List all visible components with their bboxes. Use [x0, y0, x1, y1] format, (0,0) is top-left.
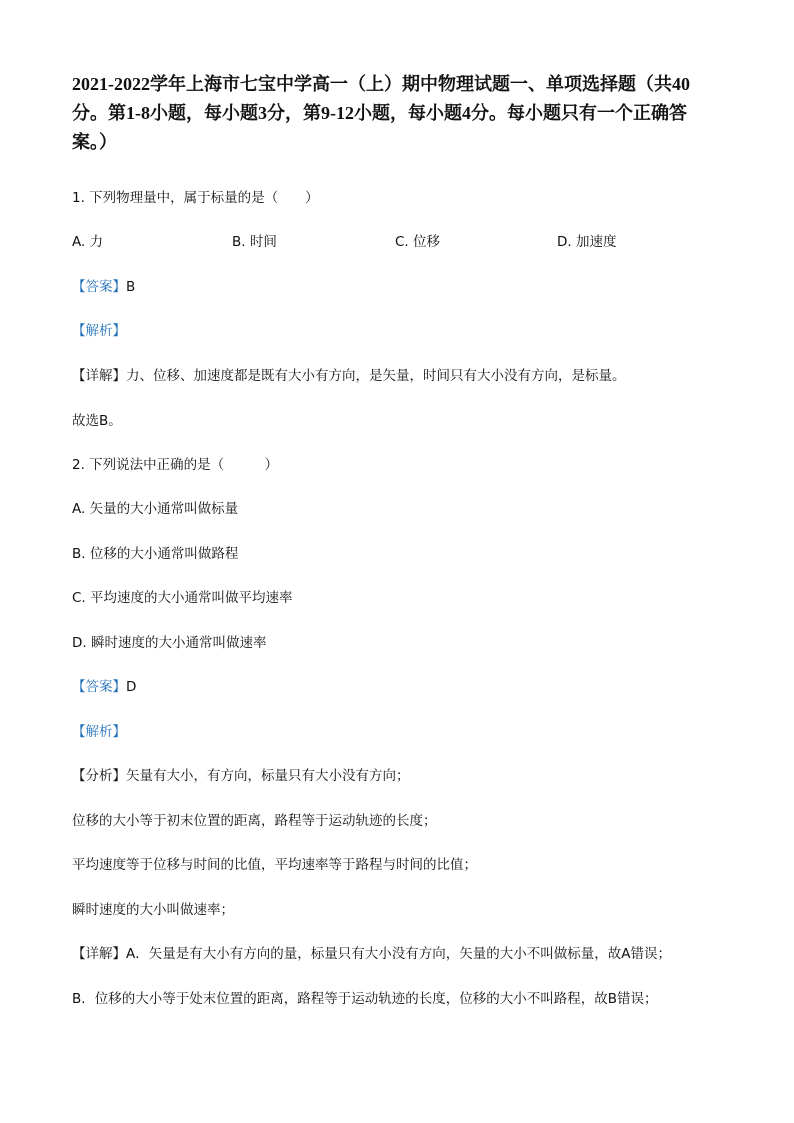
answer-value: B [126, 279, 136, 295]
question-1-option-a: A. 力 [72, 234, 104, 250]
detail-label: 详解 [85, 946, 113, 962]
detail-label: 详解 [85, 368, 113, 384]
analysis-text: 矢量有大小，有方向，标量只有大小没有方向； [126, 768, 410, 784]
question-2-detail-line-1: 【详解】A．矢量是有大小有方向的量，标量只有大小没有方向，矢量的大小不叫做标量，故A错误； [72, 946, 671, 962]
question-1-stem: 1. 下列物理量中，属于标量的是（ ） [72, 190, 319, 206]
question-1-detail: 【详解】力、位移、加速度都是既有大小有方向，是矢量，时间只有大小没有方向，是标量。 [72, 368, 626, 384]
analysis-sub-label: 分析 [85, 768, 113, 784]
question-2-analysis-line-1: 【分析】矢量有大小，有方向，标量只有大小没有方向； [72, 768, 410, 784]
question-1-answer: 【答案】B [72, 279, 136, 295]
question-2-stem: 2. 下列说法中正确的是（ ） [72, 457, 279, 473]
detail-text: A．矢量是有大小有方向的量，标量只有大小没有方向，矢量的大小不叫做标量，故A错误； [126, 946, 671, 962]
answer-label: 答案 [85, 279, 113, 295]
question-2-analysis-line-4: 瞬时速度的大小叫做速率； [72, 902, 234, 918]
analysis-label: 解析 [85, 724, 113, 740]
question-2-analysis-heading: 【解析】 [72, 724, 126, 740]
answer-value: D [126, 679, 137, 695]
question-1-option-b: B. 时间 [232, 234, 277, 250]
question-2-option-a: A. 矢量的大小通常叫做标量 [72, 501, 239, 517]
answer-label: 答案 [85, 679, 113, 695]
question-2-analysis-line-3: 平均速度等于位移与时间的比值，平均速率等于路程与时间的比值； [72, 857, 477, 873]
detail-text: 力、位移、加速度都是既有大小有方向，是矢量，时间只有大小没有方向，是标量。 [126, 368, 626, 384]
question-1-option-c: C. 位移 [395, 234, 441, 250]
question-2-option-b: B. 位移的大小通常叫做路程 [72, 546, 239, 562]
question-1-option-d: D. 加速度 [557, 234, 617, 250]
question-2-option-d: D. 瞬时速度的大小通常叫做速率 [72, 635, 267, 651]
question-2-analysis-line-2: 位移的大小等于初末位置的距离，路程等于运动轨迹的长度； [72, 813, 437, 829]
question-2-answer: 【答案】D [72, 679, 137, 695]
question-2-option-c: C. 平均速度的大小通常叫做平均速率 [72, 590, 293, 606]
question-2-detail-line-2: B．位移的大小等于处末位置的距离，路程等于运动轨迹的长度，位移的大小不叫路程，故B错误； [72, 991, 658, 1007]
analysis-label: 解析 [85, 323, 113, 339]
document-title: 2021-2022学年上海市七宝中学高一（上）期中物理试题一、单项选择题（共40分。第1-8小题，每小题3分，第9-12小题，每小题4分。每小题只有一个正确答案。） [72, 74, 690, 152]
question-1-conclusion: 故选B。 [72, 413, 122, 429]
question-1-analysis-heading: 【解析】 [72, 323, 126, 339]
